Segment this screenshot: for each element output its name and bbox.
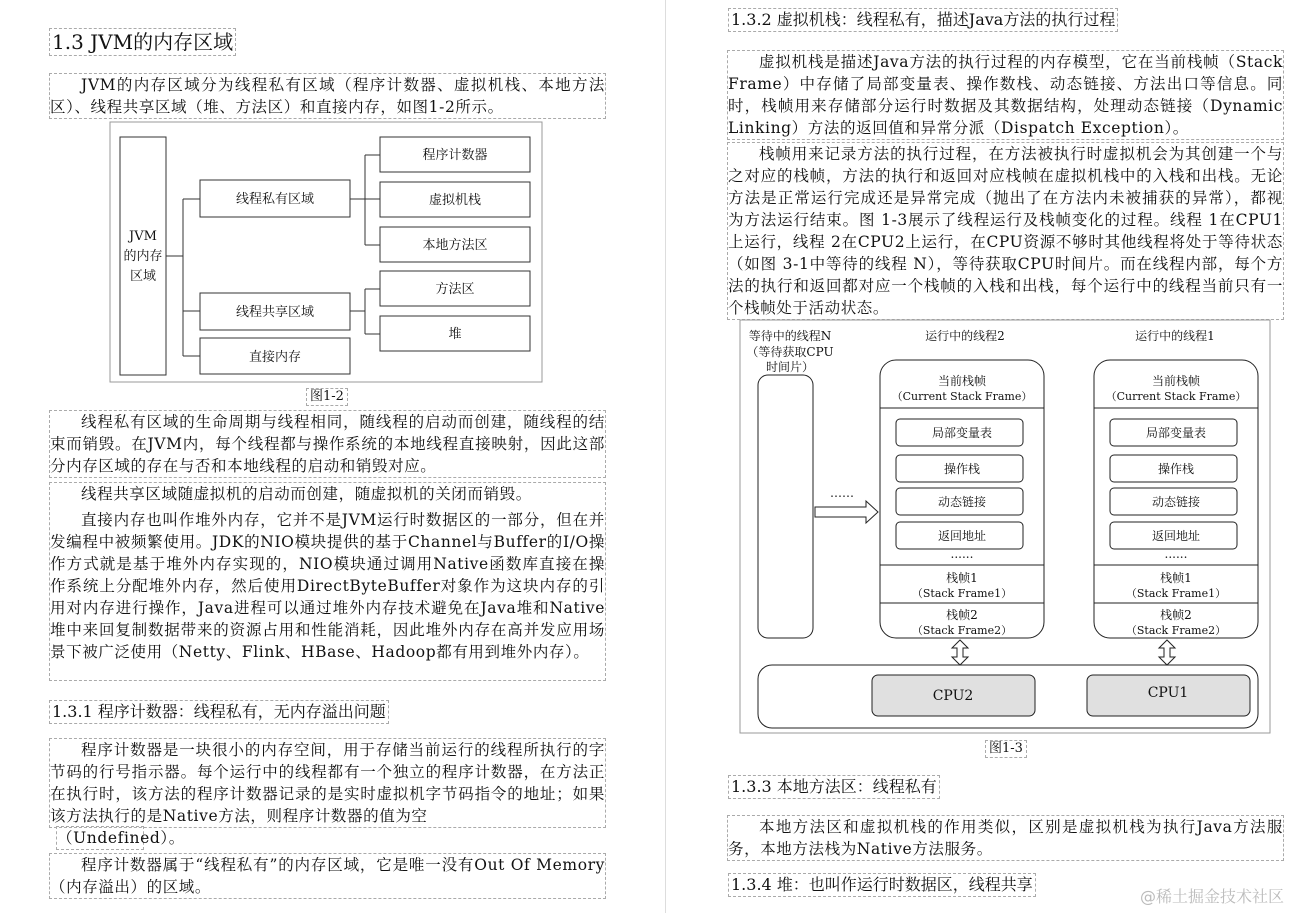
paragraph: 线程共享区域随虚拟机的启动而创建，随虚拟机的关闭而销毁。 直接内存也叫作堆外内存，它并不是JVM运行时数据区的一部分，但在并发编程中被频繁使用。JDK的NIO模块提供的基于Channel与Buffer的I/O操作方式就是基于堆外内存实现的，NIO模块通过调用Native函数库直接在操作系统上分配堆外内存，然后使用DirectByteBuffer对象作为这块内存的引用对内存进行操作，Java进程可以通过堆外内存技术避免在Java堆和Native堆中来回复制数据带来的资源占用和性能消耗，因此堆外内存在高并发应用场景下被广泛使用（Netty、Flink、HBase、Hadoop都有用到堆外内存）。 xyxy=(49,482,606,681)
thread2-stack xyxy=(880,360,1044,638)
pc-label: 程序计数器 xyxy=(422,148,488,163)
paragraph: 程序计数器是一块很小的内存空间，用于存储当前运行的线程所执行的字节码的行号指示器。每个运行中的线程都有一个独立的程序计数器，在方法正在执行时，该方法的程序计数器记录的是实时虚拟机字节码指令的地址；如果该方法执行的是Native方法，则程序计数器的值为空 xyxy=(49,738,606,828)
frame-slot-ret: 返回地址 xyxy=(1151,529,1201,543)
paragraph: 程序计数器属于“线程私有”的内存区域，它是唯一没有Out Of Memory（内存溢出）的区域。 xyxy=(49,853,606,899)
vm-stack-label: 虚拟机栈 xyxy=(428,193,482,208)
double-arrow-icon xyxy=(952,640,968,665)
paragraph: 栈帧用来记录方法的执行过程，在方法被执行时虚拟机会为其创建一个与之对应的栈帧，方法的执行和返回对应栈帧在虚拟机栈中的入栈和出栈。无论方法是正常运行完成还是异常完成（抛出了在方法内未被捕获的异常），都视为方法运行结束。图 1-3展示了线程运行及栈帧变化的过程。线程 1在CPU1上运行，线程 2在CPU2上运行，在CPU资源不够时其他线程将处于等待状态（如图 3-1中等待的线程 N），等待获取CPU时间片。而在线程内部，每个方法的执行和返回都对应一个栈帧的入栈和出栈，每个运行中的线程当前只有一个栈帧处于活动状态。 xyxy=(727,142,1284,320)
cpu2-label: CPU2 xyxy=(932,688,974,704)
double-arrow-icon xyxy=(1159,640,1175,665)
section-heading: 1.3.2 虚拟机栈：线程私有，描述Java方法的执行过程 xyxy=(728,8,1118,32)
thread1-stack xyxy=(1094,360,1258,638)
frame-label: 栈帧1 xyxy=(946,571,978,585)
paragraph: 本地方法区和虚拟机栈的作用类似，区别是虚拟机栈为执行Java方法服务，本地方法栈为Native方法服务。 xyxy=(727,815,1284,861)
frame-label: 栈帧1 xyxy=(1160,571,1192,585)
frame-slot-opstack: 操作栈 xyxy=(1157,462,1195,476)
frame-label: 当前栈帧 xyxy=(1151,374,1201,388)
section-heading: 1.3.3 本地方法区：线程私有 xyxy=(728,775,940,799)
frame-slot-locals: 局部变量表 xyxy=(1145,426,1207,440)
watermark: @稀土掘金技术社区 xyxy=(1140,887,1285,906)
jvm-label: JVM xyxy=(129,229,157,244)
heap-label: 堆 xyxy=(448,327,462,342)
frame-slot-dyn: 动态链接 xyxy=(1151,495,1201,509)
thread2-label: 运行中的线程2 xyxy=(925,329,1005,343)
frame-slot-opstack: 操作栈 xyxy=(943,462,981,476)
cpu1-label: CPU1 xyxy=(1147,685,1189,701)
section-title: 1.3 JVM的内存区域 xyxy=(49,28,236,56)
ellipsis: …… xyxy=(830,486,854,500)
frame-slot-dyn: 动态链接 xyxy=(937,495,987,509)
waiting-thread-label: 等待中的线程N xyxy=(748,329,832,343)
thread1-label: 运行中的线程1 xyxy=(1135,329,1215,343)
frame-label: ...... xyxy=(1164,547,1188,561)
section-heading: 1.3.4 堆：也叫作运行时数据区，线程共享 xyxy=(728,873,1036,897)
frame-label: （Stack Frame1） xyxy=(911,587,1013,600)
shared-area-label: 线程共享区域 xyxy=(235,305,315,320)
paragraph: JVM的内存区域分为线程私有区域（程序计数器、虚拟机栈、本地方法区）、线程共享区域（堆、方法区）和直接内存，如图1-2所示。 xyxy=(49,73,606,119)
paragraph: 虚拟机栈是描述Java方法的执行过程的内存模型，它在当前栈帧（Stack Frame）中存储了局部变量表、操作数栈、动态链接、方法出口等信息。同时，栈帧用来存储部分运行时数据及其数据结构，处理动态链接（Dynamic Linking）方法的返回值和异常分派（Dispatch Exception）。 xyxy=(727,50,1284,140)
direct-memory-label: 直接内存 xyxy=(248,350,302,365)
frame-label: 栈帧2 xyxy=(946,608,978,622)
method-area-label: 方法区 xyxy=(435,282,475,297)
waiting-thread-label: 时间片） xyxy=(765,360,815,374)
paragraph: 线程私有区域的生命周期与线程相同，随线程的启动而创建，随线程的结束而销毁。在JVM内，每个线程都与操作系统的本地线程直接映射，因此这部分内存区域的存在与否和本地线程的启动和销毁对应。 xyxy=(49,410,606,478)
private-area-label: 线程私有区域 xyxy=(235,192,315,207)
frame-slot-locals: 局部变量表 xyxy=(931,426,993,440)
frame-label: （Current Stack Frame） xyxy=(1105,390,1247,403)
figure-caption: 图1-3 xyxy=(985,740,1027,758)
section-heading: 1.3.1 程序计数器：线程私有，无内存溢出问题 xyxy=(49,700,389,724)
jvm-label: 的内存 xyxy=(123,249,163,264)
native-method-label: 本地方法区 xyxy=(422,238,488,253)
paragraph-continuation: （Undefined）。 xyxy=(56,826,144,850)
frame-label: ...... xyxy=(950,547,974,561)
waiting-thread-label: （等待获取CPU xyxy=(746,345,834,359)
frame-label: （Stack Frame1） xyxy=(1125,587,1227,600)
frame-label: 当前栈帧 xyxy=(937,374,987,388)
frame-label: （Stack Frame2） xyxy=(1125,624,1227,637)
frame-slot-ret: 返回地址 xyxy=(937,529,987,543)
frame-label: （Current Stack Frame） xyxy=(891,390,1033,403)
figure-caption: 图1-2 xyxy=(306,388,348,406)
frame-label: 栈帧2 xyxy=(1160,608,1192,622)
frame-label: （Stack Frame2） xyxy=(911,624,1013,637)
jvm-label: 区域 xyxy=(129,269,157,284)
